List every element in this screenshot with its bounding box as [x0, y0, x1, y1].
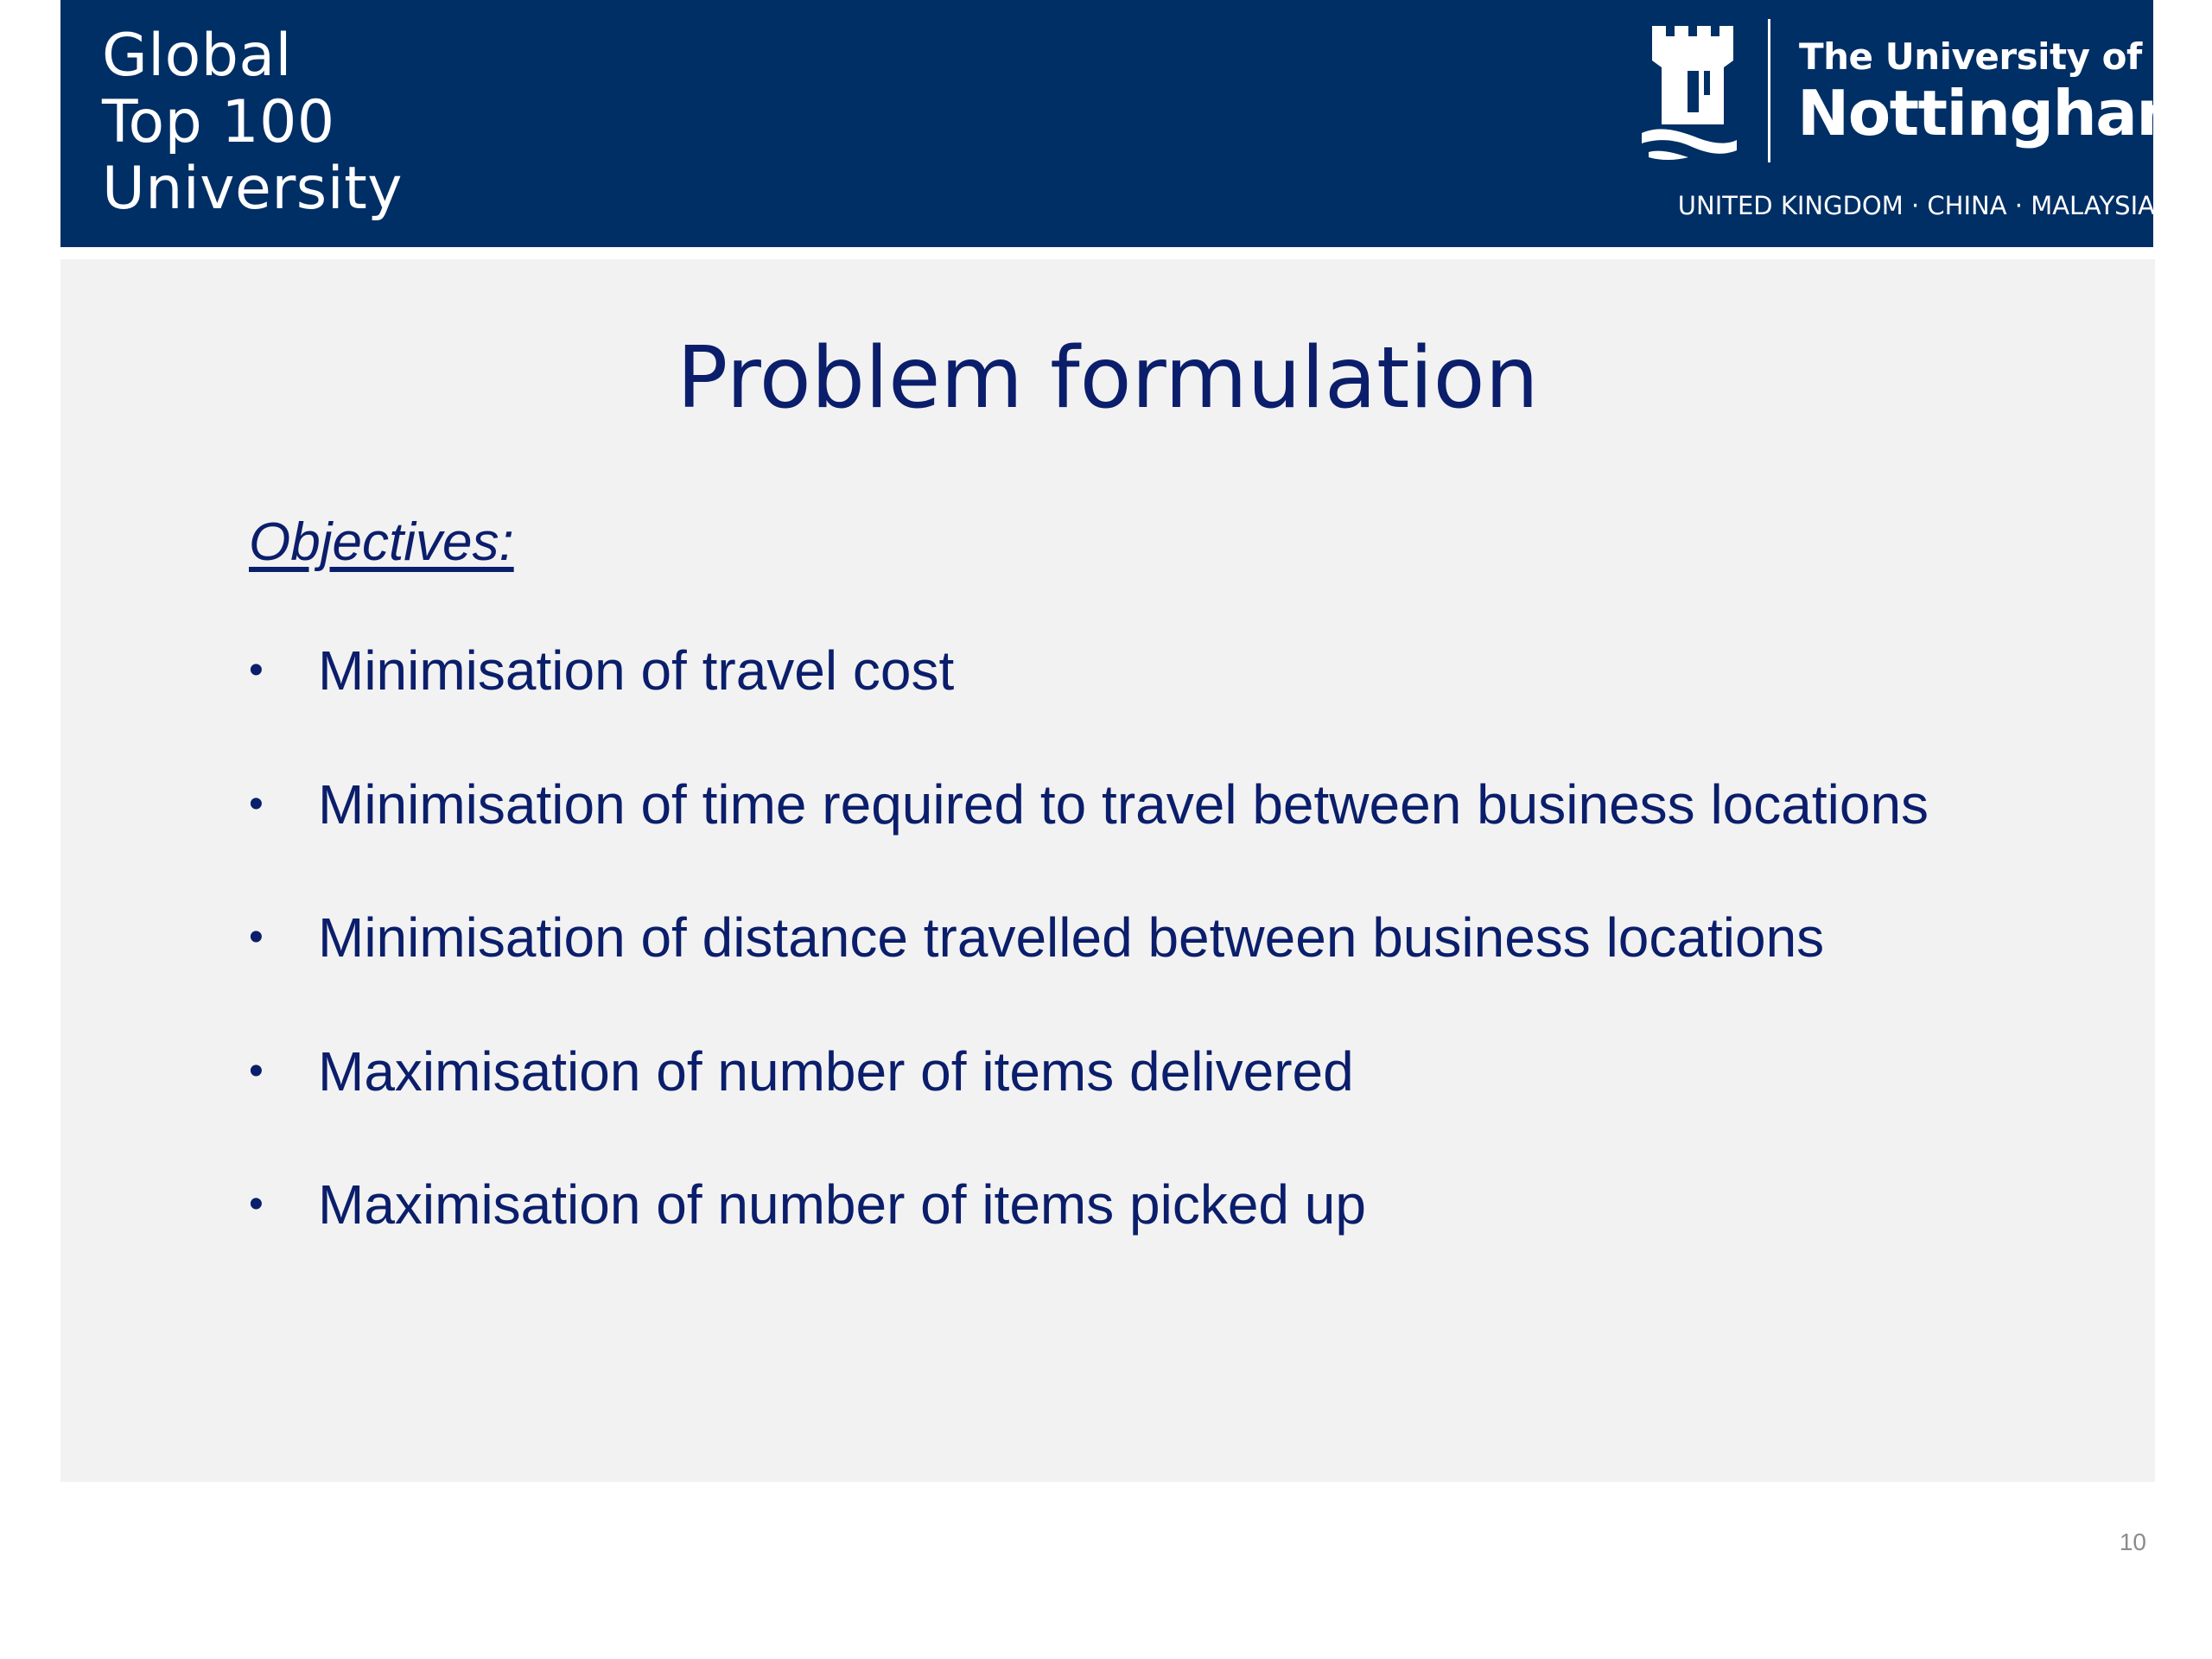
objectives-heading: Objectives: — [249, 512, 514, 572]
objective-text: Maximisation of number of items delivered — [318, 1039, 1354, 1103]
bullet-marker: • — [249, 1047, 264, 1094]
objective-text: Minimisation of travel cost — [318, 639, 955, 702]
slogan-line: Top 100 — [102, 88, 335, 156]
objective-text: Minimisation of distance travelled between business locations — [318, 906, 1825, 969]
objective-text: Maximisation of number of items picked up — [318, 1173, 1366, 1236]
castle-icon — [1637, 22, 1738, 161]
slogan-line: Global — [102, 22, 292, 90]
slogan-line: University — [102, 155, 404, 223]
bullet-marker: • — [249, 1181, 264, 1227]
bullet-marker: • — [249, 647, 264, 693]
bullet-marker: • — [249, 914, 264, 960]
logo-divider — [1768, 19, 1770, 162]
slide-content — [60, 259, 2155, 1482]
bullet-marker: • — [249, 780, 264, 827]
objective-text: Minimisation of time required to travel between business locations — [318, 772, 1929, 836]
logo-university-of: The University of — [1799, 35, 2142, 78]
global-top-100-slogan — [102, 22, 403, 222]
slide-title: Problem formulation — [677, 329, 1539, 428]
logo-campuses: UNITED KINGDOM · CHINA · MALAYSIA — [1677, 191, 2155, 220]
logo-nottingham: Nottingham — [1797, 77, 2200, 149]
page-number: 10 — [2119, 1529, 2146, 1555]
slide-header — [60, 0, 2200, 247]
